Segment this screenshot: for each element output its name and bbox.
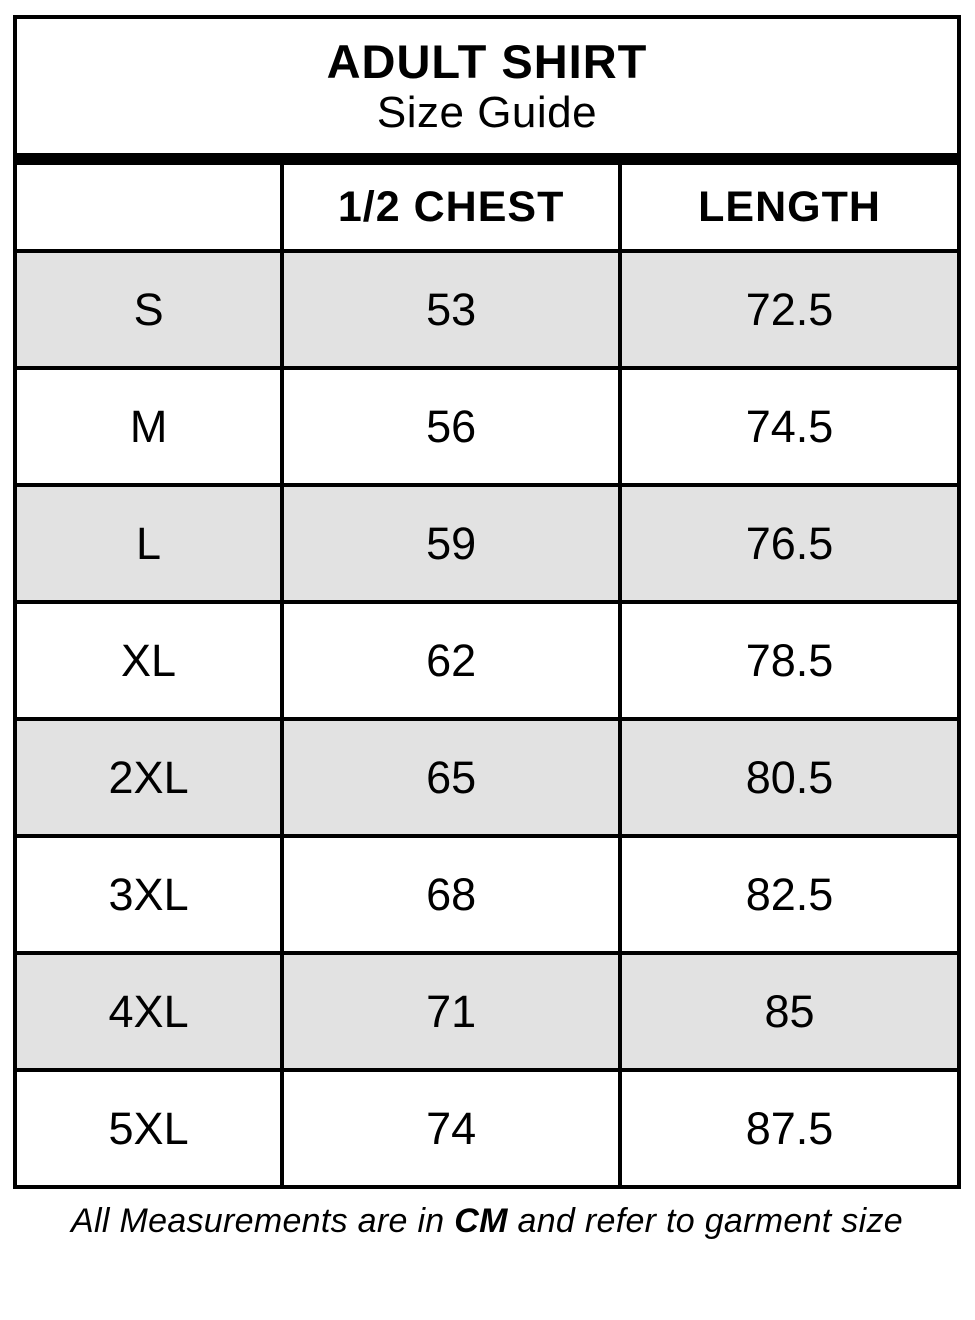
size-cell: XL	[15, 602, 282, 719]
size-cell: S	[15, 251, 282, 368]
page-title: ADULT SHIRT	[326, 34, 648, 88]
table-row-4xl	[15, 953, 959, 1070]
size-guide-table	[13, 15, 961, 1189]
note-prefix: All Measurements are in	[71, 1202, 455, 1240]
length-cell: 76.5	[620, 485, 959, 602]
table-title-cell	[15, 17, 959, 159]
table-row-l	[15, 485, 959, 602]
size-cell: 5XL	[15, 1070, 282, 1187]
header-row	[15, 159, 959, 251]
length-cell: 85	[620, 953, 959, 1070]
header-size	[15, 159, 282, 251]
table-row-xl	[15, 602, 959, 719]
table-row-5xl	[15, 1070, 959, 1187]
length-cell: 78.5	[620, 602, 959, 719]
table-row-2xl	[15, 719, 959, 836]
title-row	[15, 17, 959, 159]
header-half-chest: 1/2 CHEST	[282, 159, 620, 251]
page-subtitle: Size Guide	[376, 87, 598, 137]
table-row-m	[15, 368, 959, 485]
measurement-note	[13, 1202, 961, 1241]
size-cell: 4XL	[15, 953, 282, 1070]
chest-cell: 56	[282, 368, 620, 485]
table-row-s	[15, 251, 959, 368]
size-cell: M	[15, 368, 282, 485]
header-length: LENGTH	[620, 159, 959, 251]
length-cell: 80.5	[620, 719, 959, 836]
chest-cell: 71	[282, 953, 620, 1070]
note-units: CM	[454, 1202, 508, 1240]
chest-cell: 62	[282, 602, 620, 719]
size-cell: L	[15, 485, 282, 602]
length-cell: 74.5	[620, 368, 959, 485]
size-cell: 3XL	[15, 836, 282, 953]
chest-cell: 53	[282, 251, 620, 368]
note-suffix: and refer to garment size	[507, 1202, 903, 1240]
length-cell: 72.5	[620, 251, 959, 368]
chest-cell: 59	[282, 485, 620, 602]
length-cell: 87.5	[620, 1070, 959, 1187]
chest-cell: 65	[282, 719, 620, 836]
size-cell: 2XL	[15, 719, 282, 836]
chest-cell: 68	[282, 836, 620, 953]
chest-cell: 74	[282, 1070, 620, 1187]
length-cell: 82.5	[620, 836, 959, 953]
table-row-3xl	[15, 836, 959, 953]
